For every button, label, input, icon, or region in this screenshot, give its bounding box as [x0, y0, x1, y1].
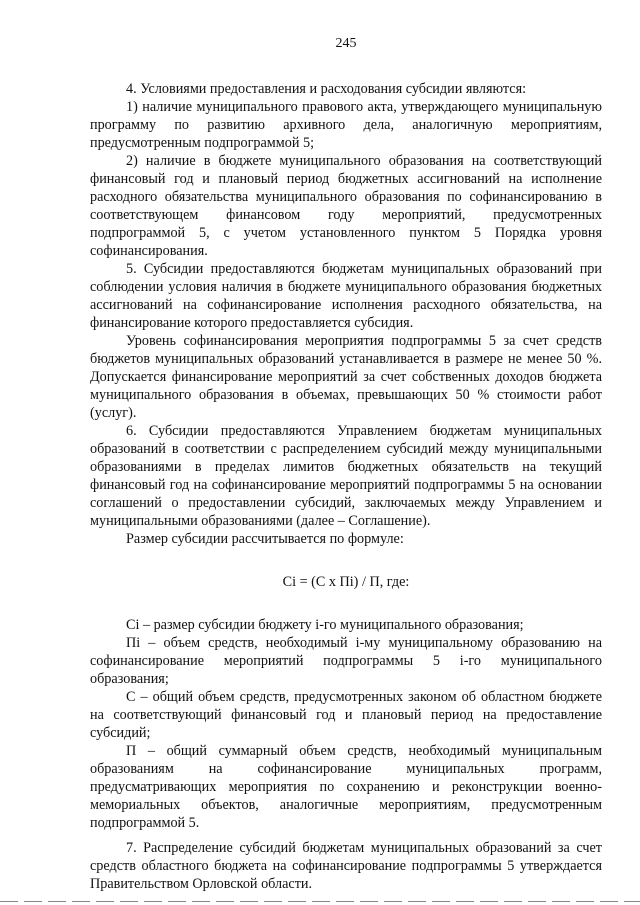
paragraph-condition-1: 1) наличие муниципального правового акта, утверждающего муниципальную программу по развитию архивного дела, аналогичную мероприятиям, предусмотренным подпрограммой 5; [90, 99, 602, 151]
definition-ci: Ci – размер субсидии бюджету i-го муниципального образования; [126, 617, 524, 633]
definition-pi: Пi – объем средств, необходимый i-му муниципальному образованию на софинансирование мероприятий подпрограммы 5 i-го муниципального образования; [90, 635, 602, 687]
paragraph-conditions-heading: 4. Условиями предоставления и расходования субсидии являются: [126, 81, 527, 97]
page-number: 245 [335, 36, 357, 51]
definition-c: С – общий объем средств, предусмотренных законом об областном бюджете на соответствующий финансовый год и плановый период на предоставление субсидий; [90, 689, 602, 741]
footer-divider [0, 901, 640, 902]
paragraph-cofinancing-level: Уровень софинансирования мероприятия подпрограммы 5 за счет средств бюджетов муниципальных образований устанавливается в размере не менее 50 %. Допускается финансирование мероприятий за счет собственных доходов бюджета муниципального образования в объемах, превышающих 50 % стоимости работ (услуг). [90, 333, 602, 421]
document-body [90, 80, 602, 893]
definition-p: П – общий суммарный объем средств, необходимый муниципальным образованиям на софинансирование муниципальных программ, предусматривающих мероприятия по сохранению и реконструкции военно-мемориальных объектов, аналогичные мероприятиям, предусмотренным подпрограммой 5. [90, 743, 602, 831]
paragraph-7: 7. Распределение субсидий бюджетам муниципальных образований за счет средств областного бюджета на софинансирование подпрограммы 5 утверждается Правительством Орловской области. [90, 840, 602, 892]
paragraph-formula-intro: Размер субсидии рассчитывается по формуле: [126, 531, 404, 547]
paragraph-5: 5. Субсидии предоставляются бюджетам муниципальных образований при соблюдении условия наличия в бюджете муниципального образования бюджетных ассигнований на софинансирование исполнения расходного обязательства, на финансирование которого предоставляется субсидия. [90, 261, 602, 331]
paragraph-6: 6. Субсидии предоставляются Управлением бюджетам муниципальных образований в соответствии с распределением субсидий между муниципальными образованиями в пределах лимитов бюджетных обязательств на текущий финансовый год на софинансирование мероприятий подпрограммы 5 на основании соглашений о предоставлении субсидий, заключаемых между Управлением и муниципальными образованиями (далее – Соглашение). [90, 423, 602, 529]
paragraph-condition-2: 2) наличие в бюджете муниципального образования на соответствующий финансовый год и плановый период бюджетных ассигнований на исполнение расходного обязательства муниципального образования по софинансированию в соответствующем финансовом году мероприятий, предусмотренных подпрограммой 5, с учетом установленного пунктом 5 Порядка уровня софинансирования. [90, 153, 602, 259]
formula: Ci = (С х Пi) / П, где: [282, 574, 410, 590]
